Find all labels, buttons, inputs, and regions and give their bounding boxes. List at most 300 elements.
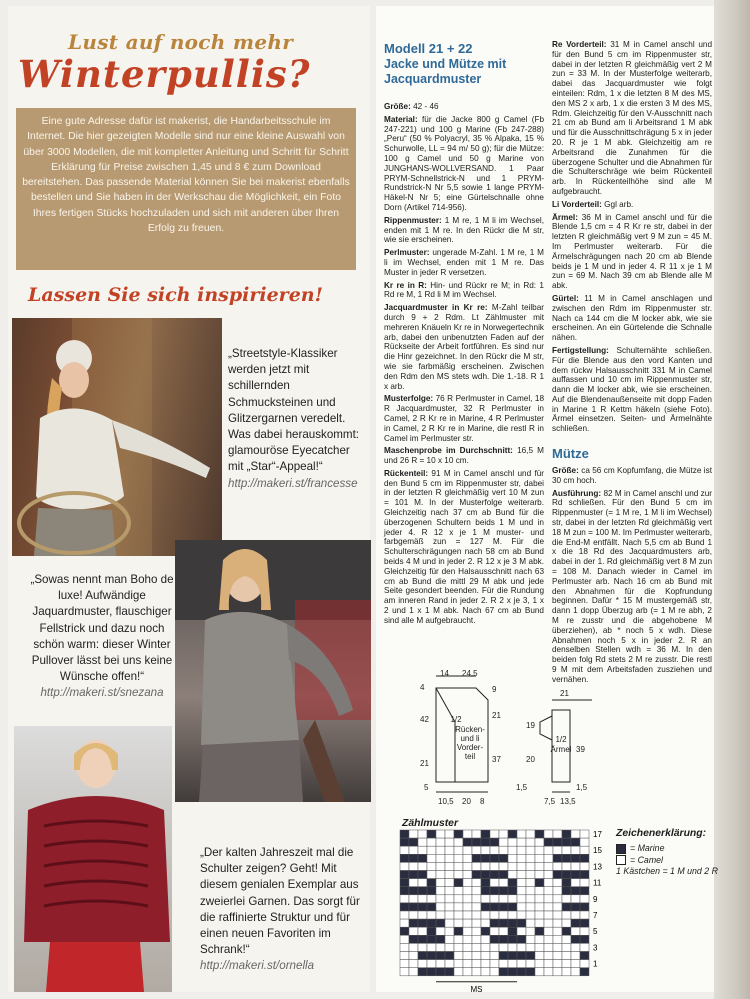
instruction-text: für die Jacke 800 g Camel (Fb 247-221) und 100 g Marine (Fb 247-288) „Peru“ (50 % Polyacryl, 35 % Alpaka, 15 % Schurwolle, LL = 94 m/ 50 g); für die Mütze: 100 g Camel und 50 g Marine von JUNGHANS-WOLLVERSAND. 1 Paar PRYM-Schnellstrick-N und 1 PRYM-Rundstrick-N Nr 5,5 sowie 1 lange PRYM-Häkel-N Nr 5; eine Gürtelschnalle ohne Dorn (Artikel 714-956). — [384, 114, 544, 212]
quote-snezana — [30, 572, 174, 702]
model-title: Modell 21 + 22 — [384, 41, 473, 56]
chart-row-number: 15 — [593, 846, 602, 856]
chart-cell — [544, 879, 553, 887]
section-heading: Lassen Sie sich inspirieren! — [28, 284, 323, 306]
chart-cell — [436, 919, 445, 927]
chart-cell — [562, 887, 571, 895]
chart-cell — [445, 846, 454, 854]
chart-cell — [490, 911, 499, 919]
chart-cell — [418, 879, 427, 887]
chart-cell — [418, 895, 427, 903]
chart-cell — [526, 895, 535, 903]
dim-label: 5 — [424, 783, 429, 792]
chart-cell — [436, 871, 445, 879]
chart-cell — [580, 943, 589, 951]
chart-cell — [508, 854, 517, 862]
chart-cell — [418, 887, 427, 895]
chart-cell — [544, 927, 553, 935]
chart-cell — [535, 911, 544, 919]
chart-cell — [571, 895, 580, 903]
chart-cell — [409, 838, 418, 846]
chart-cell — [481, 838, 490, 846]
chart-cell — [490, 838, 499, 846]
chart-cell — [454, 895, 463, 903]
chart-cell — [553, 846, 562, 854]
chart-cell — [544, 871, 553, 879]
chart-cell — [490, 846, 499, 854]
chart-cell — [499, 943, 508, 951]
chart-cell — [499, 952, 508, 960]
chart-cell — [472, 854, 481, 862]
page-binding — [714, 0, 750, 999]
chart-cell — [409, 935, 418, 943]
chart-cell — [436, 846, 445, 854]
chart-cell — [454, 927, 463, 935]
chart-cell — [454, 960, 463, 968]
chart-cell — [526, 854, 535, 862]
chart-cell — [508, 943, 517, 951]
chart-cell — [427, 943, 436, 951]
chart-cell — [463, 935, 472, 943]
instruction-text: Hin- und Rückr re M; in Rd: 1 Rd re M, 1 Rd li M im Wechsel. — [384, 280, 544, 300]
chart-cell — [481, 862, 490, 870]
chart-cell — [454, 862, 463, 870]
chart-cell — [571, 927, 580, 935]
dim-label: 39 — [576, 745, 585, 754]
chart-cell — [562, 952, 571, 960]
chart-cell — [535, 919, 544, 927]
chart-cell — [418, 903, 427, 911]
chart-cell — [508, 846, 517, 854]
chart-cell — [400, 879, 409, 887]
chart-cell — [463, 960, 472, 968]
chart-cell — [517, 903, 526, 911]
chart-cell — [535, 862, 544, 870]
chart-cell — [472, 830, 481, 838]
chart-cell — [400, 862, 409, 870]
hat-instructions — [552, 466, 712, 688]
chart-cell — [544, 968, 553, 976]
chart-row-number: 17 — [593, 830, 602, 839]
dim-label: 37 — [492, 755, 501, 764]
chart-cell — [436, 960, 445, 968]
piece-label: Rücken- — [455, 725, 485, 734]
dim-label: 4 — [420, 683, 425, 692]
chart-cell — [544, 943, 553, 951]
chart-cell — [553, 960, 562, 968]
instruction-heading: Re Vorderteil: — [552, 40, 607, 49]
intro-box — [16, 108, 356, 270]
chart-cell — [409, 911, 418, 919]
instruction-heading: Kr re in R: — [384, 280, 427, 290]
chart-cell — [544, 854, 553, 862]
chart-cell — [436, 879, 445, 887]
chart-cell — [445, 927, 454, 935]
chart-cell — [553, 854, 562, 862]
chart-cell — [418, 927, 427, 935]
chart-cell — [508, 911, 517, 919]
chart-cell — [418, 943, 427, 951]
legend-note: 1 Kästchen = 1 M und 2 R — [616, 866, 718, 876]
chart-cell — [571, 952, 580, 960]
chart-cell — [580, 871, 589, 879]
instruction-paragraph — [552, 346, 712, 434]
chart-cell — [400, 911, 409, 919]
instruction-text: Schulternähte schließen. Für die Blende aus den vord Kanten und dem rückw Halsausschnitt 331 M in Camel auffassen und 10 cm im Rippenmuster str, dann die M locker abk, wie sie erscheinen. Auf die Blendenaußenseite mit dopp Faden in Marine 1 R Kettm häkeln (siehe Foto). Ärmel einsetzen. Seiten- und Ärmelnähte schließen. — [552, 345, 712, 434]
chart-cell — [562, 960, 571, 968]
chart-cell — [517, 952, 526, 960]
piece-label: und li — [460, 734, 480, 743]
dim-label: 24,5 — [462, 669, 478, 678]
chart-cell — [517, 854, 526, 862]
instruction-text: ungerade M-Zahl. 1 M re, 1 M li im Wechsel, enden mit 1 M re. Das Muster in jeder R versetzen. — [384, 248, 544, 277]
instruction-text: 11 M in Camel anschlagen und zwischen den Rdm im Rippenmuster str. Nach ca 144 cm die M locker abk, wie sie erscheinen. An ein Gürtelende die Schnalle nähen. — [552, 293, 712, 343]
chart-cell — [463, 862, 472, 870]
chart-cell — [427, 968, 436, 976]
chart-cell — [472, 935, 481, 943]
chart-cell — [418, 911, 427, 919]
chart-cell — [454, 968, 463, 976]
legend — [616, 843, 718, 878]
chart-cell — [472, 846, 481, 854]
chart-cell — [508, 838, 517, 846]
chart-cell — [400, 927, 409, 935]
chart-cell — [445, 911, 454, 919]
chart-cell — [580, 854, 589, 862]
chart-cell — [490, 968, 499, 976]
chart-cell — [544, 862, 553, 870]
model-subtitle: Jacke und Mütze mit Jacquardmuster — [384, 57, 507, 86]
chart-cell — [463, 854, 472, 862]
chart-cell — [499, 862, 508, 870]
chart-cell — [526, 935, 535, 943]
chart-cell — [409, 919, 418, 927]
chart-cell — [409, 862, 418, 870]
instruction-paragraph — [384, 248, 544, 277]
chart-cell — [436, 838, 445, 846]
chart-cell — [481, 830, 490, 838]
chart-cell — [526, 903, 535, 911]
chart-cell — [544, 911, 553, 919]
chart-cell — [580, 927, 589, 935]
instruction-text: 16,5 M und 26 R = 10 x 10 cm. — [384, 446, 545, 466]
chart-cell — [562, 927, 571, 935]
instructions-column-b — [552, 40, 712, 437]
chart-cell — [454, 887, 463, 895]
chart-cell — [436, 887, 445, 895]
dim-label: 9 — [492, 685, 497, 694]
chart-cell — [490, 943, 499, 951]
chart-cell — [571, 903, 580, 911]
chart-cell — [427, 887, 436, 895]
chart-cell — [472, 911, 481, 919]
chart-cell — [544, 838, 553, 846]
chart-cell — [499, 960, 508, 968]
chart-cell — [454, 879, 463, 887]
chart-cell — [418, 871, 427, 879]
chart-cell — [526, 919, 535, 927]
photo-white-sweater — [12, 318, 222, 556]
chart-cell — [535, 960, 544, 968]
chart-cell — [517, 911, 526, 919]
chart-cell — [526, 927, 535, 935]
chart-cell — [517, 960, 526, 968]
chart-cell — [526, 838, 535, 846]
chart-cell — [580, 919, 589, 927]
chart-cell — [400, 968, 409, 976]
chart-cell — [517, 838, 526, 846]
chart-cell — [472, 871, 481, 879]
schematic-sleeve-edge — [540, 716, 552, 740]
instruction-text: 1 M re, 1 M li im Wechsel, enden mit 1 M re. In den Rückr die M str, wie sie erscheinen. — [384, 215, 544, 245]
chart-cell — [526, 968, 535, 976]
instruction-heading: Ärmel: — [552, 212, 578, 222]
chart-cell — [418, 830, 427, 838]
chart-cell — [454, 911, 463, 919]
chart-cell — [400, 846, 409, 854]
instruction-heading: Größe: — [384, 102, 411, 111]
chart-cell — [427, 952, 436, 960]
chart-cell — [490, 879, 499, 887]
link-ornella[interactable]: http://makeri.st/ornella — [200, 959, 315, 973]
chart-cell — [445, 935, 454, 943]
instruction-paragraph — [384, 281, 544, 301]
instruction-heading: Fertigstellung: — [552, 345, 609, 355]
chart-cell — [463, 871, 472, 879]
chart-cell — [427, 935, 436, 943]
chart-cell — [580, 935, 589, 943]
chart-cell — [481, 903, 490, 911]
legend-item-camel — [616, 855, 718, 867]
camel-swatch — [616, 855, 626, 865]
chart-cell — [571, 871, 580, 879]
chart-cell — [409, 830, 418, 838]
chart-cell — [427, 919, 436, 927]
chart-cell — [580, 887, 589, 895]
instruction-paragraph — [384, 216, 544, 245]
chart-cell — [445, 895, 454, 903]
chart-cell — [526, 943, 535, 951]
chart-cell — [517, 943, 526, 951]
chart-cell — [409, 968, 418, 976]
chart-cell — [409, 903, 418, 911]
instructions-column-a — [384, 102, 544, 629]
chart-cell — [562, 935, 571, 943]
chart-cell — [427, 846, 436, 854]
piece-label: 1/2 — [555, 735, 567, 744]
chart-cell — [544, 952, 553, 960]
chart-cell — [526, 952, 535, 960]
chart-cell — [508, 968, 517, 976]
chart-cell — [481, 935, 490, 943]
chart-cell — [580, 968, 589, 976]
chart-cell — [499, 838, 508, 846]
chart-cell — [445, 830, 454, 838]
chart-cell — [562, 871, 571, 879]
piece-label: Ärmel — [550, 745, 572, 754]
link-francesse[interactable]: http://makeri.st/francesse — [228, 476, 358, 490]
quote-ornella-text: „Der kalten Jahreszeit mal die Schulter zeigen? Geht! Mit diesem genialen Exemplar aus zweierlei Garnen. Das sorgt für die raffinierte Struktur und für einen neuen Favoriten im Schrank!“ — [200, 846, 360, 957]
chart-cell — [472, 943, 481, 951]
chart-cell — [571, 830, 580, 838]
chart-cell — [562, 968, 571, 976]
chart-cell — [472, 895, 481, 903]
chart-cell — [490, 919, 499, 927]
chart-cell — [481, 968, 490, 976]
garment-schematic — [380, 666, 620, 812]
chart-cell — [472, 887, 481, 895]
chart-cell — [535, 895, 544, 903]
chart-cell — [400, 903, 409, 911]
chart-cell — [409, 952, 418, 960]
chart-cell — [490, 830, 499, 838]
chart-cell — [499, 968, 508, 976]
chart-cell — [508, 830, 517, 838]
chart-cell — [436, 952, 445, 960]
chart-cell — [427, 895, 436, 903]
chart-cell — [553, 862, 562, 870]
chart-cell — [535, 903, 544, 911]
chart-cell — [400, 830, 409, 838]
chart-cell — [544, 895, 553, 903]
chart-cell — [562, 895, 571, 903]
chart-cell — [526, 879, 535, 887]
chart-cell — [400, 854, 409, 862]
instruction-text: ca 56 cm Kopfumfang, die Mütze ist 30 cm hoch. — [552, 466, 712, 485]
chart-cell — [553, 903, 562, 911]
instruction-paragraph — [552, 200, 712, 210]
instruction-paragraph — [384, 115, 544, 213]
instruction-heading: Ausführung: — [552, 488, 602, 498]
chart-cell — [508, 879, 517, 887]
chart-cell — [481, 943, 490, 951]
chart-row-number: 3 — [593, 943, 598, 953]
chart-cell — [571, 838, 580, 846]
hat-title: Mütze — [552, 446, 589, 461]
chart-cell — [481, 911, 490, 919]
chart-cell — [427, 838, 436, 846]
chart-cell — [544, 903, 553, 911]
dim-label: 21 — [560, 689, 569, 698]
dim-label: 13,5 — [560, 797, 576, 806]
link-snezana[interactable]: http://makeri.st/snezana — [40, 686, 164, 700]
chart-cell — [508, 862, 517, 870]
photo-jacquard-cardigan — [175, 540, 371, 802]
chart-cell — [499, 854, 508, 862]
chart-cell — [562, 911, 571, 919]
chart-cell — [481, 854, 490, 862]
chart-cell — [490, 960, 499, 968]
chart-cell — [580, 895, 589, 903]
instruction-paragraph — [384, 446, 544, 466]
chart-cell — [517, 935, 526, 943]
chart-cell — [472, 903, 481, 911]
chart-cell — [535, 943, 544, 951]
chart-cell — [427, 960, 436, 968]
instruction-heading: Rippenmuster: — [384, 215, 442, 225]
kicker-headline: Lust auf noch mehr — [68, 30, 294, 54]
chart-cell — [562, 862, 571, 870]
chart-cell — [427, 871, 436, 879]
chart-cell — [562, 830, 571, 838]
instruction-heading: Größe: — [552, 466, 579, 475]
legend-title: Zeichenerklärung: — [616, 828, 707, 839]
chart-cell — [571, 943, 580, 951]
chart-cell — [517, 887, 526, 895]
chart-cell — [517, 927, 526, 935]
instruction-paragraph — [384, 303, 544, 391]
chart-cell — [409, 854, 418, 862]
chart-cell — [544, 887, 553, 895]
chart-cell — [508, 935, 517, 943]
chart-cell — [544, 846, 553, 854]
chart-row-number: 7 — [593, 911, 598, 920]
piece-label: 1/2 — [450, 715, 462, 724]
chart-cell — [517, 862, 526, 870]
chart-cell — [562, 854, 571, 862]
chart-cell — [472, 862, 481, 870]
chart-cell — [517, 895, 526, 903]
chart-cell — [517, 919, 526, 927]
quote-francesse-text: „Streetstyle-Klassiker werden jetzt mit schillernden Schmucksteinen und Glitzergarnen veredelt. Was dabei herauskommt: glamouröse Eyecatcher mit „Star“-Appeal!“ — [228, 347, 360, 474]
chart-cell — [526, 846, 535, 854]
chart-cell — [490, 952, 499, 960]
chart-cell — [436, 935, 445, 943]
chart-cell — [436, 968, 445, 976]
chart-cell — [445, 879, 454, 887]
chart-cell — [454, 830, 463, 838]
chart-cell — [400, 935, 409, 943]
piece-label: Vorder- — [456, 743, 484, 752]
chart-cell — [445, 960, 454, 968]
main-headline: Winterpullis? — [18, 52, 311, 96]
chart-cell — [436, 862, 445, 870]
chart-cell — [580, 846, 589, 854]
chart-cell — [517, 871, 526, 879]
chart-cell — [436, 903, 445, 911]
chart-cell — [400, 919, 409, 927]
instruction-paragraph — [552, 294, 712, 343]
chart-cell — [463, 903, 472, 911]
chart-cell — [418, 960, 427, 968]
instruction-paragraph — [384, 102, 544, 112]
chart-cell — [481, 895, 490, 903]
chart-cell — [526, 911, 535, 919]
chart-cell — [508, 952, 517, 960]
instruction-heading: Li Vorderteil: — [552, 199, 602, 209]
chart-cell — [526, 830, 535, 838]
chart-cell — [400, 838, 409, 846]
chart-cell — [571, 879, 580, 887]
chart-cell — [508, 871, 517, 879]
dim-label: 20 — [526, 755, 535, 764]
chart-cell — [454, 838, 463, 846]
instruction-heading: Gürtel: — [552, 293, 579, 303]
chart-cell — [418, 862, 427, 870]
chart-cell — [499, 927, 508, 935]
chart-cell — [400, 943, 409, 951]
chart-cell — [490, 935, 499, 943]
chart-cell — [454, 935, 463, 943]
chart-cell — [553, 887, 562, 895]
instruction-paragraph — [552, 213, 712, 291]
chart-cell — [544, 960, 553, 968]
chart-cell — [562, 919, 571, 927]
instruction-paragraph — [552, 489, 712, 685]
chart-cell — [535, 935, 544, 943]
chart-cell — [580, 960, 589, 968]
photo-jacquard-cardigan-art — [175, 540, 371, 802]
